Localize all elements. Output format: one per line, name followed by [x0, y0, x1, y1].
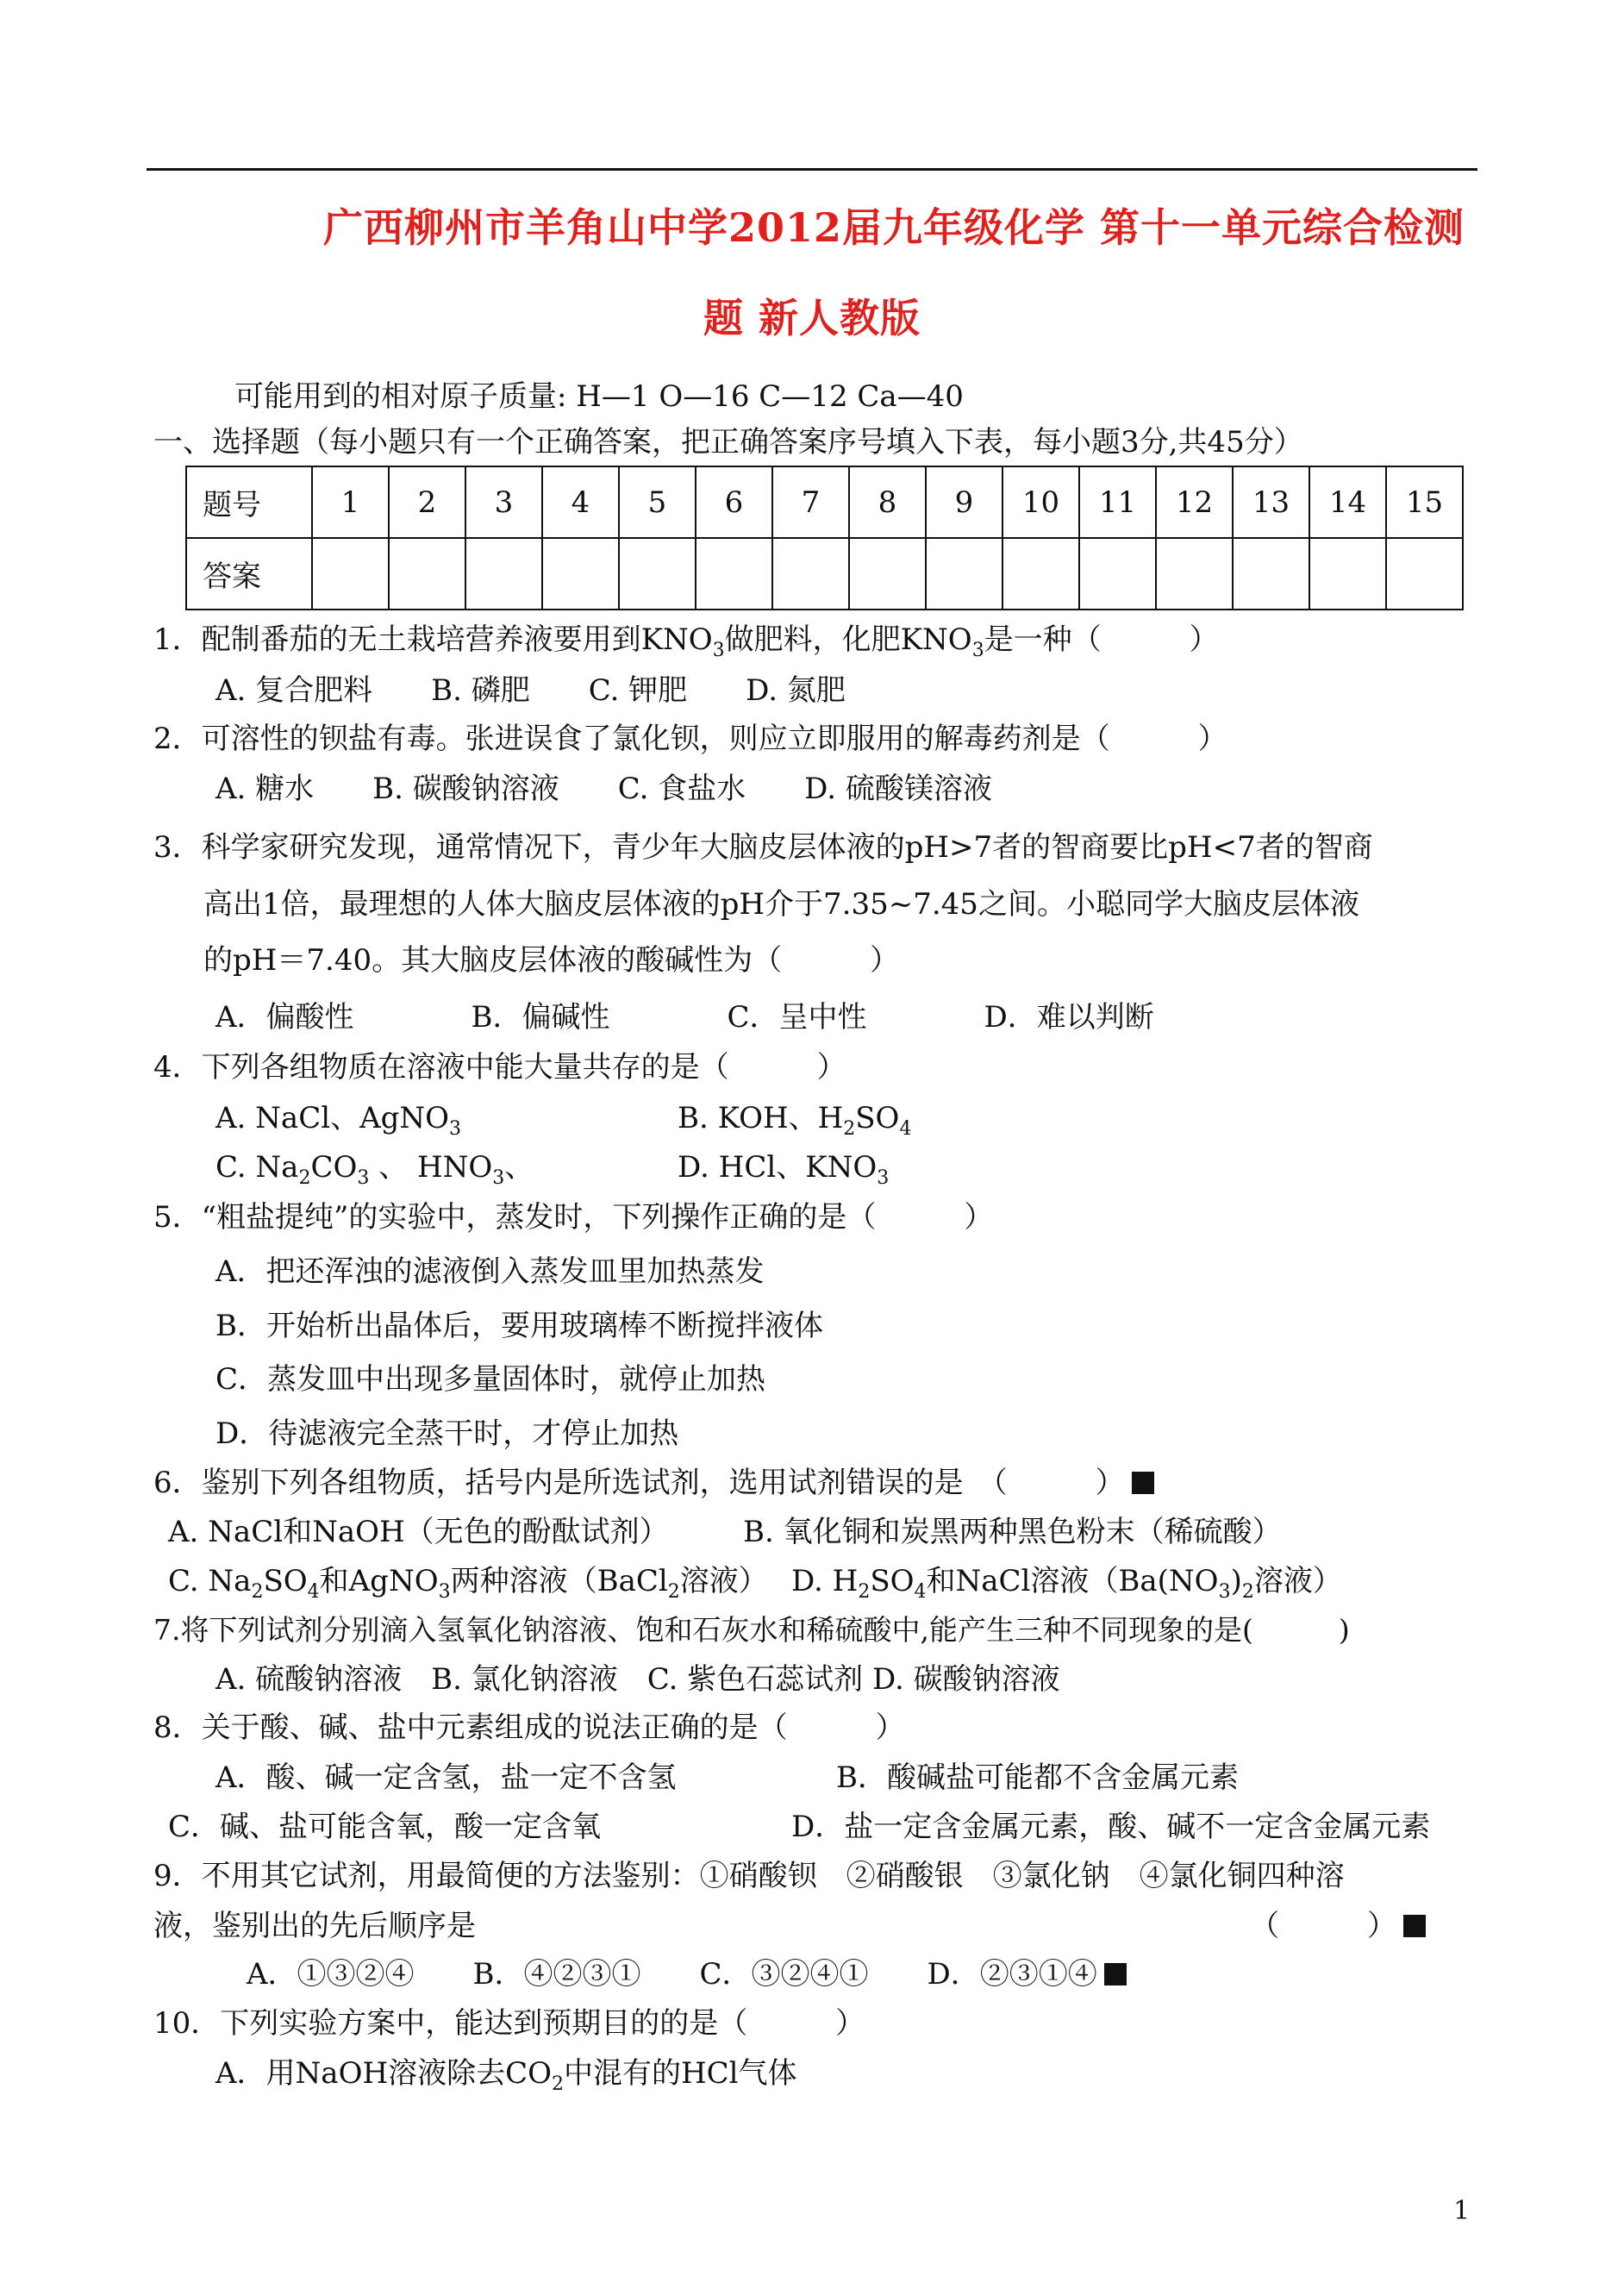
table-cell: 15	[1386, 466, 1463, 538]
answer-cell[interactable]	[1079, 538, 1156, 610]
table-cell: 8	[849, 466, 926, 538]
table-cell: 5	[619, 466, 696, 538]
page-number: 1	[1453, 2196, 1471, 2226]
question-8-option-a: A．酸、碱一定含氢，盐一定不含氢	[215, 1760, 677, 1795]
table-row	[186, 466, 1463, 538]
answer-cell[interactable]	[1309, 538, 1386, 610]
question-7-options: A. 硫酸钠溶液 B. 氯化钠溶液 C. 紫色石蕊试剂 D. 碳酸钠溶液	[215, 1662, 1060, 1697]
answer-cell[interactable]	[1386, 538, 1463, 610]
square-marker-icon	[1104, 1963, 1127, 1985]
answer-cell[interactable]	[772, 538, 849, 610]
question-1-options: A. 复合肥料 B. 磷肥 C. 钾肥 D. 氮肥	[215, 673, 846, 708]
doc-title-line2: 题 新人教版	[703, 295, 921, 341]
table-cell: 12	[1156, 466, 1233, 538]
answer-cell[interactable]	[1233, 538, 1309, 610]
table-cell: 4	[542, 466, 619, 538]
question-8-option-b: B．酸碱盐可能都不含金属元素	[836, 1760, 1239, 1795]
answer-cell[interactable]	[849, 538, 926, 610]
question-6-option-b: B. 氧化铜和炭黑两种黑色粉末（稀硫酸）	[743, 1515, 1282, 1549]
question-2-options: A. 糖水 B. 碳酸钠溶液 C. 食盐水 D. 硫酸镁溶液	[215, 772, 992, 806]
row-label: 答案	[186, 538, 312, 610]
question-9-options: A．①③②④ B．④②③① C．③②④① D．②③①④	[247, 1957, 1127, 1992]
question-6-option-c: C. $Na_2SO_4$和AgNO$_3$两种溶液（BaCl$_2$溶液）	[168, 1564, 768, 1603]
answer-cell[interactable]	[1156, 538, 1233, 610]
question-5-option-d: D．待滤液完全蒸干时，才停止加热	[215, 1416, 679, 1451]
table-row	[186, 538, 1463, 610]
question-10: 10．下列实验方案中，能达到预期目的的是（ ）	[153, 2006, 865, 2041]
table-cell: 7	[772, 466, 849, 538]
question-10-option-a: A．用NaOH溶液除去$CO_2$中混有的HCl气体	[215, 2056, 797, 2095]
answer-cell[interactable]	[542, 538, 619, 610]
question-9-line2: 液，鉴别出的先后顺序是	[153, 1909, 476, 1943]
table-cell: 14	[1309, 466, 1386, 538]
section-heading: 一、选择题（每小题只有一个正确答案，把正确答案序号填入下表，每小题3分,共45分）	[153, 425, 1303, 460]
answer-cell[interactable]	[696, 538, 772, 610]
table-cell: 2	[389, 466, 465, 538]
answer-cell[interactable]	[926, 538, 1003, 610]
table-cell: 3	[465, 466, 542, 538]
question-5-option-c: C．蒸发皿中出现多量固体时，就停止加热	[215, 1362, 766, 1397]
question-4: 4．下列各组物质在溶液中能大量共存的是（ ）	[153, 1050, 846, 1085]
table-cell: 13	[1233, 466, 1309, 538]
answer-cell[interactable]	[312, 538, 389, 610]
atomic-mass-note: 可能用到的相对原子质量: H—1 O—16 C—12 Ca—40	[234, 379, 964, 414]
answer-cell[interactable]	[1003, 538, 1079, 610]
question-6-option-d: D. $H_2SO_4$和NaCl溶液（$Ba(NO_3)_2$溶液）	[791, 1564, 1342, 1603]
square-marker-icon	[1132, 1472, 1154, 1494]
row-label: 题号	[186, 466, 312, 538]
doc-title-line1: 广西柳州市羊角山中学2012届九年级化学 第十一单元综合检测	[322, 204, 1465, 251]
question-9-bracket: （ ）	[1250, 1909, 1426, 1943]
table-cell: 6	[696, 466, 772, 538]
square-marker-icon	[1403, 1915, 1426, 1937]
question-7: 7.将下列试剂分别滴入氢氧化钠溶液、饱和石灰水和稀硫酸中,能产生三种不同现象的是( )	[153, 1613, 1350, 1647]
table-cell: 11	[1079, 466, 1156, 538]
question-3-line3: 的pH＝7.40。其大脑皮层体液的酸碱性为（ ）	[203, 943, 900, 978]
question-6-option-a: A. NaCl和NaOH（无色的酚酞试剂）	[168, 1515, 669, 1549]
answer-cell[interactable]	[619, 538, 696, 610]
question-1: 1．配制番茄的无土栽培营养液要用到$KNO_3$做肥料，化肥$KNO_3$是一种（ ）	[153, 622, 1219, 661]
question-8: 8．关于酸、碱、盐中元素组成的说法正确的是（ ）	[153, 1710, 905, 1745]
question-3-line2: 高出1倍，最理想的人体大脑皮层体液的pH介于7.35~7.45之间。小聪同学大脑皮层体液	[203, 887, 1359, 922]
answer-table	[185, 466, 1464, 610]
question-4-option-d: D. HCl、$KNO_3$	[678, 1150, 890, 1189]
header-rule	[147, 168, 1477, 171]
question-3: 3．科学家研究发现，通常情况下，青少年大脑皮层体液的pH>7者的智商要比pH<7者的智商	[153, 830, 1373, 865]
question-4-option-b: B. KOH、$H_2SO_4$	[678, 1101, 912, 1140]
question-5: 5．“粗盐提纯”的实验中，蒸发时，下列操作正确的是（ ）	[153, 1200, 994, 1235]
question-3-options: A．偏酸性 B．偏碱性 C．呈中性 D．难以判断	[215, 1000, 1154, 1035]
question-8-option-c: C．碱、盐可能含氧，酸一定含氧	[168, 1810, 602, 1844]
answer-cell[interactable]	[465, 538, 542, 610]
question-5-option-b: B．开始析出晶体后，要用玻璃棒不断搅拌液体	[215, 1309, 823, 1343]
question-5-option-a: A．把还浑浊的滤液倒入蒸发皿里加热蒸发	[215, 1254, 765, 1289]
question-8-option-d: D．盐一定含金属元素，酸、碱不一定含金属元素	[791, 1810, 1431, 1844]
answer-cell[interactable]	[389, 538, 465, 610]
table-cell: 10	[1003, 466, 1079, 538]
table-cell: 9	[926, 466, 1003, 538]
question-6: 6．鉴别下列各组物质，括号内是所选试剂，选用试剂错误的是 （ ）	[153, 1466, 1154, 1500]
question-9: 9．不用其它试剂，用最简便的方法鉴别：①硝酸钡 ②硝酸银 ③氯化钠 ④氯化铜四种溶	[153, 1859, 1345, 1893]
table-cell: 1	[312, 466, 389, 538]
question-2: 2．可溶性的钡盐有毒。张进误食了氯化钡，则应立即服用的解毒药剂是（ ）	[153, 722, 1227, 756]
question-4-option-c: C. $Na_2CO_3$ 、 $HNO_3$、	[215, 1150, 534, 1189]
question-4-option-a: A. NaCl、AgNO$_3$	[215, 1101, 462, 1140]
